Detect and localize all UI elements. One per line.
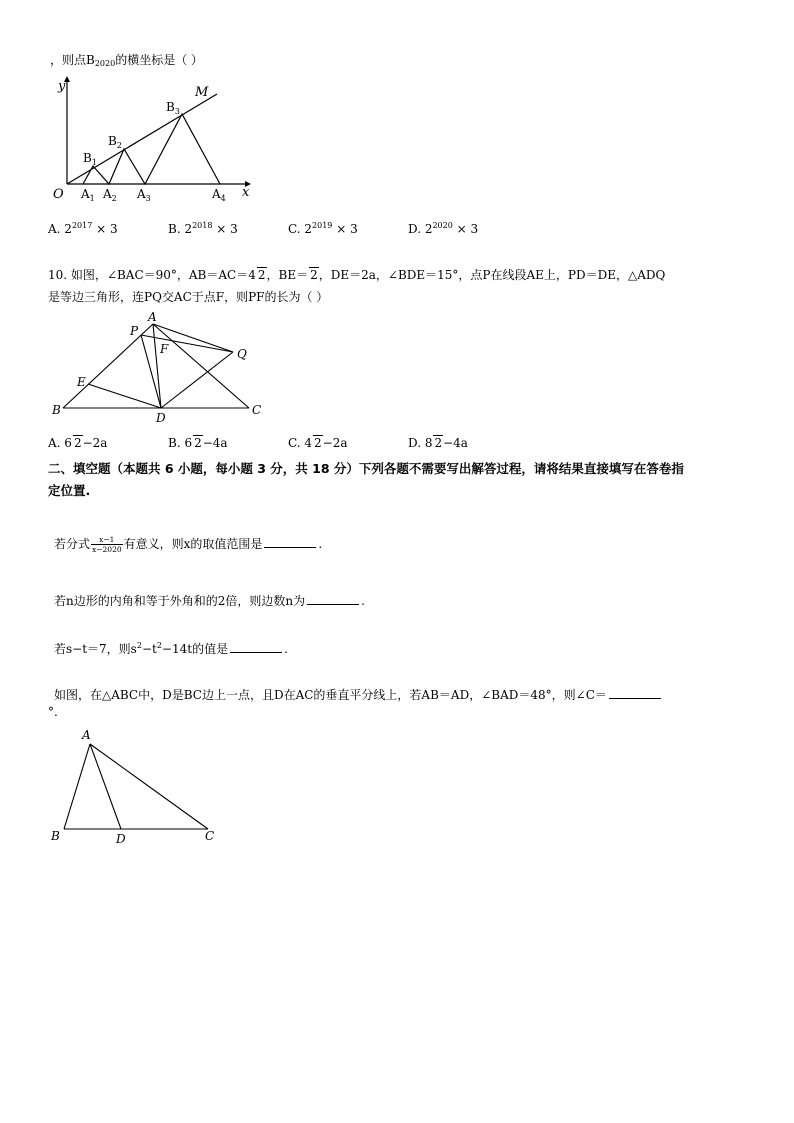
m-label: M [195,85,209,100]
fill1-answer-blank[interactable] [264,537,316,548]
segment-ab [64,744,90,829]
q9-stem [50,51,203,68]
segment-ed [88,384,161,408]
label-b: B [51,829,60,843]
fill2: 若n边形的内角和等于外角和的2倍，则边数n为 . [54,594,365,608]
q9-stem-sub: 2020 [94,59,116,68]
segment-ac [90,744,208,829]
label-e: E [77,375,86,389]
fill4-line2: °. [48,705,58,719]
q10-figure [48,308,263,428]
o-label: O [53,187,64,202]
label-f: F [160,342,169,356]
q9-option-c: C. $2^{2019} \times 3$ [288,221,358,236]
label-p: P [130,324,139,338]
b1-label: $B_1$ [83,151,97,167]
y-label: y [58,79,66,94]
q9-option-a: A. $2^{2017} \times 3$ [48,221,118,236]
segment-ad [90,744,121,829]
ray-om [67,94,217,184]
label-c: C [252,403,262,417]
q10-option-d: D. 8 2−4a [408,436,468,450]
q9-stem-prefix: ，则点B [50,53,95,67]
x-label: x [242,185,250,200]
q10-option-a: A. 6 2−2a [48,436,108,450]
q10-option-b: B. 6 2−4a [168,436,228,450]
label-c: C [205,829,215,843]
a4-label: $A_4$ [212,187,226,203]
section2-heading-line1: 二、填空题（本题共 6 小题，每小题 3 分，共 18 分）下列各题不需要写出解答过程，请将结果直接填写在答卷指 [48,461,684,476]
b2-label: $B_2$ [108,134,122,150]
fill4-figure [48,726,223,851]
q9-option-d: D. $2^{2020} \times 3$ [408,221,479,236]
a3-label: $A_3$ [137,187,151,203]
fill1: 若分式 $\frac{x-1}{x-2020}$ 有意义，则x的取值范围是 . [54,535,323,554]
q9-figure [45,76,260,206]
label-q: Q [237,347,247,361]
fraction: $\frac{x-1}{x-2020}$ [92,535,122,554]
a1-label: $A_1$ [81,187,95,203]
label-a: A [82,728,91,742]
b3-label: $B_3$ [166,100,180,116]
fill3-answer-blank[interactable] [230,642,282,653]
q9-option-b: B. $2^{2018} \times 3$ [168,221,238,236]
fill4-line1: 如图，在△ABC中，D是BC边上一点，且D在AC的垂直平分线上，若AB＝AD，∠BAD＝48°，则∠C＝ [54,686,663,703]
section2-heading-line2: 定位置. [48,483,91,498]
segment-ac [153,324,249,408]
zigzag-triangles [83,114,220,184]
fill4-answer-blank[interactable] [609,688,661,699]
q9-stem-suffix: 的横坐标是（ ） [115,53,204,67]
label-d: D [156,411,166,425]
q10-stem-line2: 是等边三角形，连PQ交AC于点F，则PF的长为（ ） [48,290,329,304]
label-a: A [148,310,157,324]
q10-stem-line1: 10. 如图，∠BAC＝90°，AB＝AC＝4 2，BE＝ 2，DE＝2a，∠BDE＝15°，点P在线段AE上，PD＝DE，△ADQ [48,268,666,282]
q10-option-c: C. 4 2−2a [288,436,348,450]
fill2-answer-blank[interactable] [307,594,359,605]
segment-dq [161,352,233,408]
label-d: D [116,832,126,846]
fill3: 若s−t＝7，则$s^2-t^2-14t$的值是 . [54,641,288,656]
a2-label: $A_2$ [103,187,117,203]
label-b: B [52,403,61,417]
segment-ba [63,324,153,408]
